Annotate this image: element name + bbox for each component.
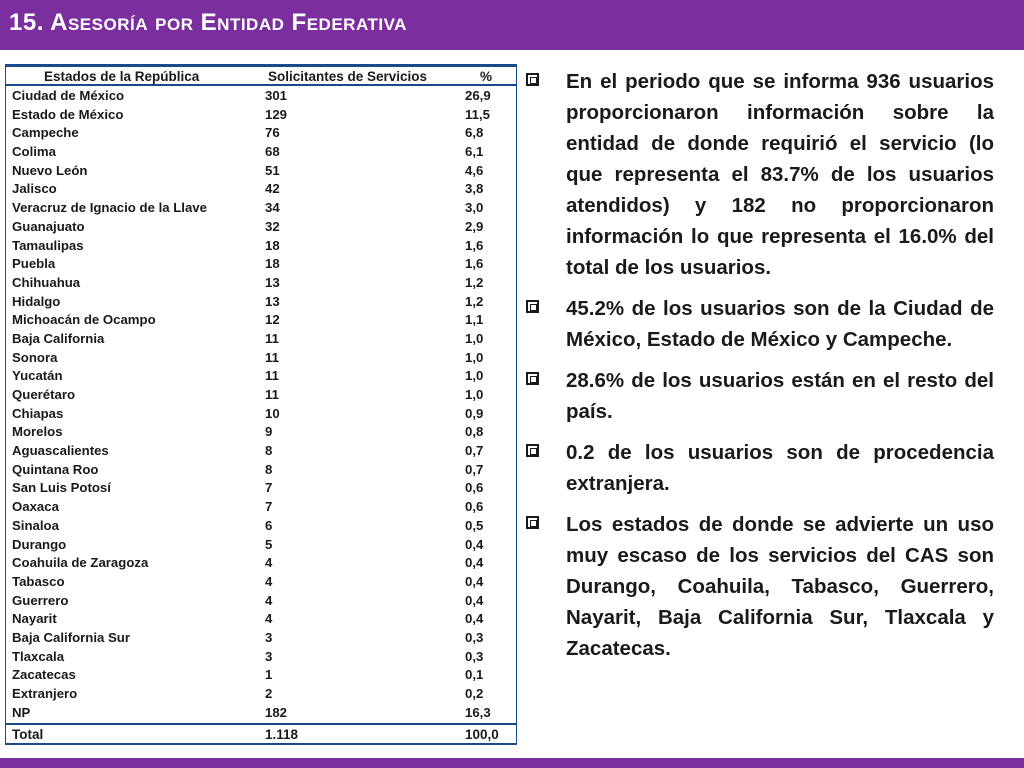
bullet-text: 0.2 de los usuarios son de procedencia extranjera. bbox=[566, 441, 994, 495]
cell-state: Nuevo León bbox=[12, 162, 88, 178]
bullet-item bbox=[524, 365, 994, 427]
cell-percent: 2,9 bbox=[465, 218, 484, 234]
table-row bbox=[6, 349, 516, 368]
cell-applicants: 9 bbox=[265, 424, 273, 440]
total-applicants: 1.118 bbox=[265, 727, 299, 742]
cell-state: Puebla bbox=[12, 256, 56, 272]
table-row bbox=[6, 479, 516, 498]
cell-state: Chihuahua bbox=[12, 274, 81, 290]
bullet-item bbox=[524, 437, 994, 499]
cell-percent: 0,3 bbox=[465, 648, 484, 664]
table-row bbox=[6, 629, 516, 648]
cell-state: Guanajuato bbox=[12, 218, 85, 234]
table-row bbox=[6, 218, 516, 237]
title-bar bbox=[0, 0, 1024, 50]
table-row bbox=[6, 330, 516, 349]
cell-applicants: 4 bbox=[265, 592, 273, 608]
table-header bbox=[6, 65, 516, 86]
cell-state: Estado de México bbox=[12, 106, 124, 122]
table-row bbox=[6, 704, 516, 723]
cell-applicants: 7 bbox=[265, 499, 273, 515]
table-row bbox=[6, 461, 516, 480]
cell-applicants: 182 bbox=[265, 704, 288, 720]
cell-state: Tlaxcala bbox=[12, 648, 65, 664]
cell-applicants: 12 bbox=[265, 312, 280, 328]
cell-percent: 0,4 bbox=[465, 592, 484, 608]
cell-state: Aguascalientes bbox=[12, 443, 109, 459]
cell-state: NP bbox=[12, 704, 31, 720]
cell-percent: 0,3 bbox=[465, 629, 484, 645]
header-percent: % bbox=[480, 69, 493, 84]
bullet-text: 45.2% de los usuarios son de la Ciudad de México, Estado de México y Campeche. bbox=[566, 297, 994, 351]
cell-state: Durango bbox=[12, 536, 67, 552]
table-total-row bbox=[6, 723, 516, 745]
table-row bbox=[6, 199, 516, 218]
cell-state: Veracruz de Ignacio de la Llave bbox=[12, 200, 207, 216]
cell-percent: 0,2 bbox=[465, 686, 484, 701]
cell-state: Sonora bbox=[12, 349, 58, 365]
cell-percent: 6,8 bbox=[465, 125, 484, 141]
cell-percent: 0,9 bbox=[465, 405, 484, 421]
cell-applicants: 11 bbox=[265, 368, 279, 384]
cell-state: Baja California Sur bbox=[12, 629, 130, 645]
cell-applicants: 3 bbox=[265, 629, 273, 645]
cell-applicants: 129 bbox=[265, 106, 288, 122]
table-row bbox=[6, 386, 516, 405]
cell-applicants: 18 bbox=[265, 237, 280, 253]
cell-percent: 11,5 bbox=[465, 106, 490, 122]
table-row bbox=[6, 405, 516, 424]
cell-percent: 1,2 bbox=[465, 274, 484, 290]
cell-applicants: 13 bbox=[265, 293, 280, 309]
cell-percent: 1,0 bbox=[465, 368, 484, 384]
cell-applicants: 301 bbox=[265, 88, 288, 103]
cell-state: Nayarit bbox=[12, 611, 57, 627]
cell-applicants: 8 bbox=[265, 443, 273, 459]
cell-percent: 0,4 bbox=[465, 536, 484, 552]
cell-percent: 0,4 bbox=[465, 611, 484, 627]
bottom-bar bbox=[0, 758, 1024, 768]
table-row bbox=[6, 162, 516, 181]
cell-state: Oaxaca bbox=[12, 499, 59, 515]
cell-percent: 1,0 bbox=[465, 387, 484, 402]
table-row bbox=[6, 573, 516, 592]
cell-applicants: 2 bbox=[265, 686, 273, 701]
cell-percent: 1,1 bbox=[465, 312, 484, 328]
cell-percent: 0,1 bbox=[465, 667, 484, 683]
cell-state: Sinaloa bbox=[12, 517, 59, 533]
cell-percent: 3,8 bbox=[465, 181, 484, 197]
cell-applicants: 3 bbox=[265, 648, 273, 664]
table-row bbox=[6, 237, 516, 256]
table-row bbox=[6, 293, 516, 312]
cell-state: Tamaulipas bbox=[12, 237, 84, 253]
cell-applicants: 4 bbox=[265, 573, 273, 589]
states-table bbox=[5, 64, 517, 745]
checkbox-square-icon bbox=[526, 73, 539, 86]
cell-state: Campeche bbox=[12, 125, 79, 141]
table-row bbox=[6, 536, 516, 555]
bullet-text: Los estados de donde se advierte un uso muy escaso de los servicios del CAS son Durango, Coahuila, Tabasco, Guerrero, Nayarit, Baja California Sur, Tlaxcala y Zacatecas. bbox=[566, 513, 994, 660]
cell-percent: 0,7 bbox=[465, 443, 484, 459]
cell-applicants: 5 bbox=[265, 536, 273, 552]
cell-percent: 1,6 bbox=[465, 237, 484, 253]
table-body bbox=[6, 87, 516, 722]
table-row bbox=[6, 648, 516, 667]
bullet-item bbox=[524, 509, 994, 664]
table-row bbox=[6, 610, 516, 629]
cell-percent: 1,0 bbox=[465, 330, 484, 346]
cell-applicants: 51 bbox=[265, 162, 280, 178]
cell-state: Querétaro bbox=[12, 387, 76, 402]
cell-percent: 0,6 bbox=[465, 480, 484, 496]
cell-applicants: 42 bbox=[265, 181, 280, 197]
checkbox-square-icon bbox=[526, 516, 539, 529]
cell-percent: 0,7 bbox=[465, 461, 484, 477]
cell-applicants: 7 bbox=[265, 480, 273, 496]
cell-percent: 4,6 bbox=[465, 162, 484, 178]
bullet-item bbox=[524, 293, 994, 355]
cell-applicants: 8 bbox=[265, 461, 273, 477]
cell-percent: 1,0 bbox=[465, 349, 484, 365]
table-row bbox=[6, 311, 516, 330]
cell-applicants: 18 bbox=[265, 256, 280, 272]
checkbox-square-icon bbox=[526, 444, 539, 457]
cell-applicants: 1 bbox=[265, 667, 273, 683]
table-row bbox=[6, 255, 516, 274]
table-row bbox=[6, 498, 516, 517]
bullet-list bbox=[524, 66, 994, 674]
cell-percent: 6,1 bbox=[465, 144, 484, 160]
cell-applicants: 68 bbox=[265, 144, 280, 160]
cell-percent: 0,5 bbox=[465, 517, 484, 533]
checkbox-square-icon bbox=[526, 372, 539, 385]
cell-percent: 0,8 bbox=[465, 424, 484, 440]
cell-state: San Luis Potosí bbox=[12, 480, 111, 496]
total-label: Total bbox=[12, 727, 44, 742]
table-row bbox=[6, 106, 516, 125]
cell-state: Zacatecas bbox=[12, 667, 76, 683]
cell-percent: 16,3 bbox=[465, 704, 491, 720]
table-row bbox=[6, 180, 516, 199]
table-row bbox=[6, 666, 516, 685]
cell-applicants: 11 bbox=[265, 387, 279, 402]
table-row bbox=[6, 685, 516, 704]
header-applicants: Solicitantes de Servicios bbox=[268, 69, 428, 84]
bullet-text: 28.6% de los usuarios están en el resto del país. bbox=[566, 369, 994, 423]
cell-state: Coahuila de Zaragoza bbox=[12, 555, 149, 571]
table-row bbox=[6, 124, 516, 143]
table-row bbox=[6, 442, 516, 461]
cell-percent: 0,6 bbox=[465, 499, 484, 515]
cell-state: Chiapas bbox=[12, 405, 64, 421]
cell-state: Ciudad de México bbox=[12, 88, 125, 103]
cell-applicants: 4 bbox=[265, 555, 273, 571]
cell-applicants: 11 bbox=[265, 330, 279, 346]
cell-percent: 0,4 bbox=[465, 555, 484, 571]
cell-applicants: 76 bbox=[265, 125, 280, 141]
cell-applicants: 4 bbox=[265, 611, 273, 627]
bullet-item bbox=[524, 66, 994, 283]
cell-state: Michoacán de Ocampo bbox=[12, 312, 156, 328]
cell-percent: 26,9 bbox=[465, 88, 491, 103]
cell-state: Morelos bbox=[12, 424, 63, 440]
cell-state: Yucatán bbox=[12, 368, 63, 384]
table-row bbox=[6, 517, 516, 536]
checkbox-square-icon bbox=[526, 300, 539, 313]
cell-state: Jalisco bbox=[12, 181, 57, 197]
table-row bbox=[6, 87, 516, 106]
cell-state: Extranjero bbox=[12, 686, 78, 701]
table-row bbox=[6, 274, 516, 293]
cell-percent: 3,0 bbox=[465, 200, 484, 216]
table-row bbox=[6, 592, 516, 611]
bullet-text: En el periodo que se informa 936 usuarios proporcionaron información sobre la entidad de donde requirió el servicio (lo que representa el 83.7% de los usuarios atendidos) y 182 no proporcionaron información lo que representa el 16.0% del total de los usuarios. bbox=[566, 70, 994, 279]
cell-state: Baja California bbox=[12, 330, 105, 346]
cell-percent: 1,2 bbox=[465, 293, 484, 309]
table-row bbox=[6, 143, 516, 162]
cell-state: Quintana Roo bbox=[12, 461, 99, 477]
cell-applicants: 10 bbox=[265, 405, 280, 421]
page-title: 15. Asesoría por Entidad Federativa bbox=[9, 9, 407, 36]
table-row bbox=[6, 554, 516, 573]
cell-state: Colima bbox=[12, 144, 56, 160]
cell-state: Tabasco bbox=[12, 573, 65, 589]
cell-applicants: 32 bbox=[265, 218, 280, 234]
cell-applicants: 11 bbox=[265, 349, 279, 365]
cell-state: Hidalgo bbox=[12, 293, 61, 309]
cell-applicants: 13 bbox=[265, 274, 280, 290]
cell-percent: 0,4 bbox=[465, 573, 484, 589]
cell-state: Guerrero bbox=[12, 592, 69, 608]
table-row bbox=[6, 367, 516, 386]
header-state: Estados de la República bbox=[44, 69, 200, 84]
total-percent: 100,0 bbox=[465, 727, 499, 742]
cell-applicants: 34 bbox=[265, 200, 280, 216]
cell-applicants: 6 bbox=[265, 517, 273, 533]
cell-percent: 1,6 bbox=[465, 256, 484, 272]
table-row bbox=[6, 423, 516, 442]
